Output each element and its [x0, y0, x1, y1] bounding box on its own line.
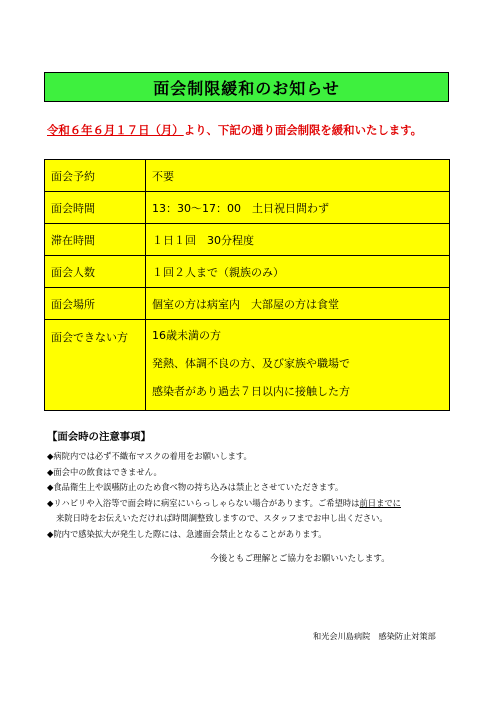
visit-rules-table — [44, 159, 450, 411]
announcement-date: 令和６年６月１７日（月） — [47, 123, 184, 137]
row-value: １回２人まで（親族のみ） — [146, 256, 450, 288]
table-row — [45, 320, 450, 411]
row-value: 13：30～17：00 土日祝日問わず — [146, 192, 450, 224]
note-item — [47, 496, 467, 512]
row-key: 面会できない方 — [45, 320, 146, 411]
note-item: ◆病院内では必ず不織布マスクの着用をお願いします。 — [47, 451, 252, 461]
notes-heading: 【面会時の注意事項】 — [47, 431, 151, 443]
table-row — [45, 192, 450, 224]
row-key: 面会場所 — [45, 288, 146, 320]
restriction-line: 感染者があり過去７日以内に接触した方 — [152, 385, 350, 398]
title-banner — [44, 72, 449, 102]
note-item: ◆食品衛生上や誤嚥防止のため食べ物の持ち込みは禁止とさせていただきます。 — [47, 482, 344, 493]
announcement-text: より、下記の通り面会制限を緩和いたします。 — [183, 123, 422, 137]
table-row — [45, 224, 450, 256]
restriction-line: 発熱、体調不良の方、及び家族や職場で — [152, 357, 350, 370]
note-item: ◆面会中の飲食はできません。 — [47, 466, 162, 477]
row-key: 滞在時間 — [45, 224, 146, 256]
row-value: １日１回 30分程度 — [146, 224, 450, 256]
note-item-text: ◆リハビリや入浴等で面会時に病室にいらっしゃらない場合があります。ご希望時は — [47, 497, 360, 508]
restriction-line: 16歳未満の方 — [152, 329, 221, 342]
row-value: 不要 — [146, 160, 450, 192]
row-value: 個室の方は病室内 大部屋の方は食堂 — [146, 288, 450, 320]
footer-signature: 和光会川島病院 感染防止対策部 — [313, 631, 436, 641]
table-row — [45, 160, 450, 192]
row-key: 面会時間 — [45, 192, 146, 224]
announcement — [47, 122, 467, 138]
notes-list — [47, 449, 467, 543]
note-item-emphasis: 前日までに — [359, 497, 401, 508]
row-key: 面会予約 — [45, 160, 146, 192]
note-item: ◆院内で感染拡大が発生した際には、急遽面会禁止となることがあります。 — [47, 528, 327, 539]
table-row — [45, 256, 450, 288]
note-item-continued: 来院日時をお伝えいただければ時間調整致しますので、スタッフまでお申し出ください。 — [56, 513, 388, 524]
row-key: 面会人数 — [45, 256, 146, 288]
closing-message: 今後ともご理解とご協力をお願いいたします。 — [210, 554, 390, 564]
page-title: 面会制限緩和のお知らせ — [153, 78, 340, 98]
table-row — [45, 288, 450, 320]
row-value — [146, 320, 450, 411]
